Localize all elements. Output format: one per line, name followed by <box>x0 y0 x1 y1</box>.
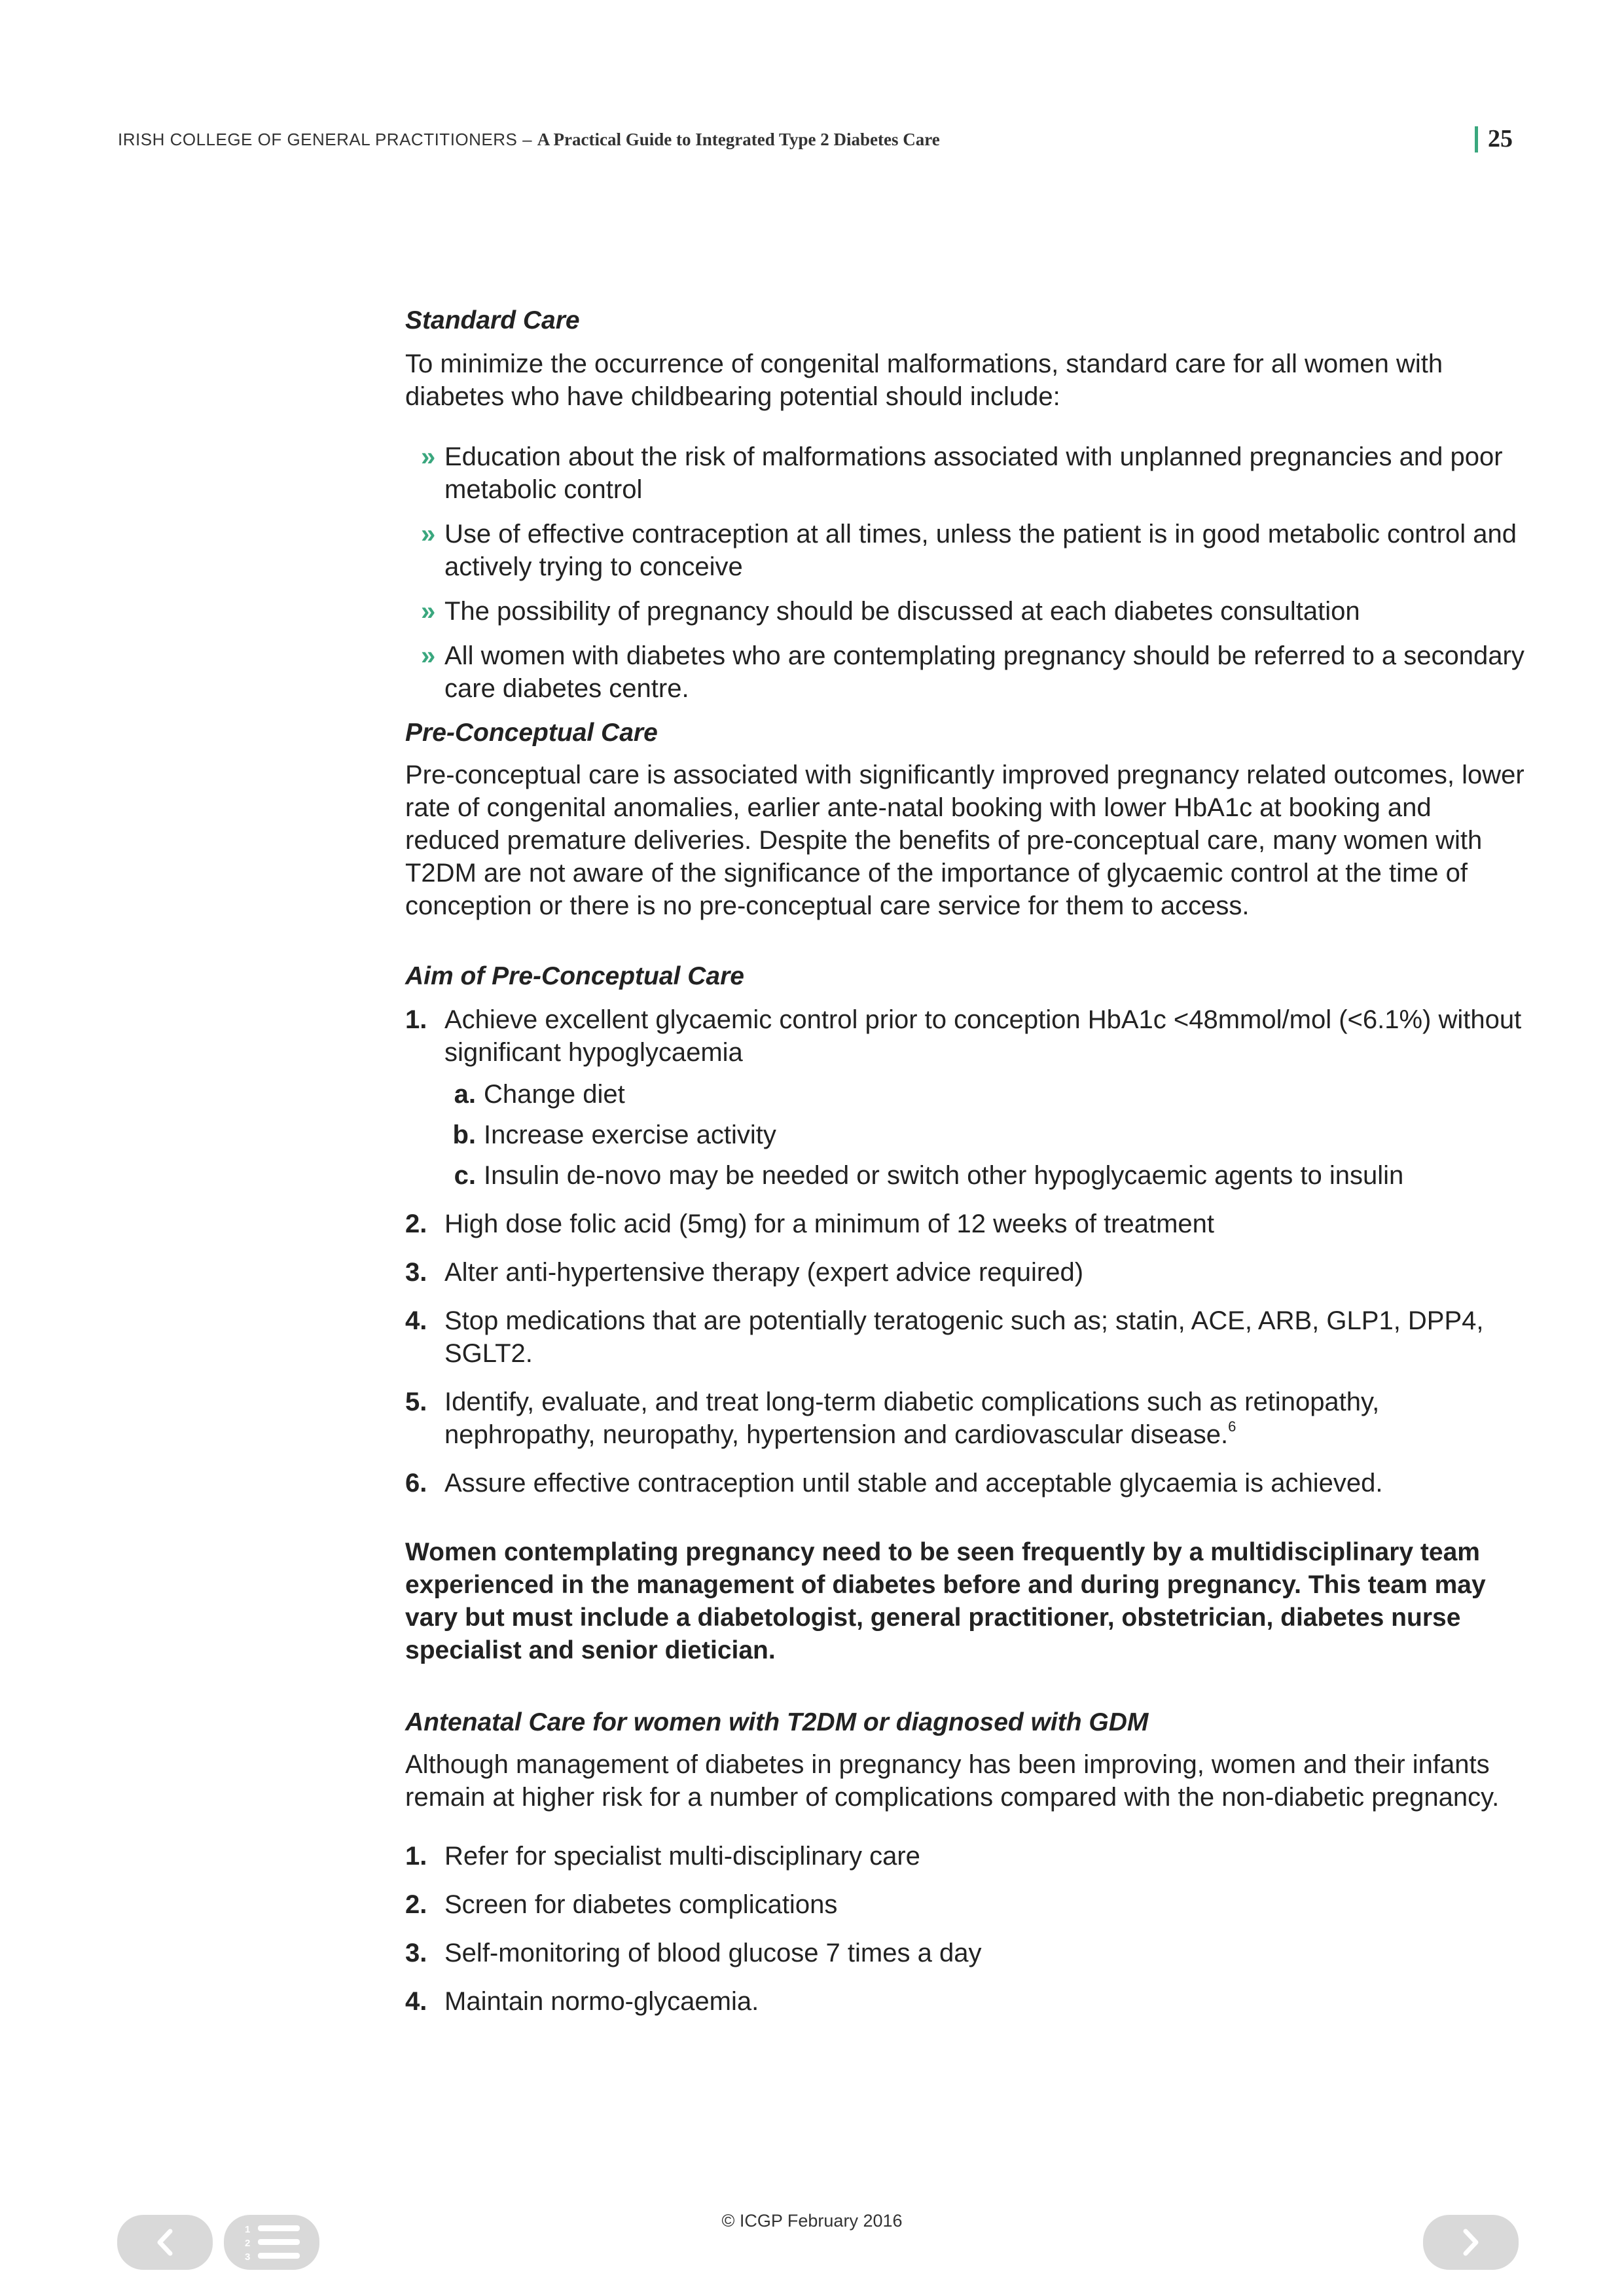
pre-conceptual-heading: Pre-Conceptual Care <box>405 719 658 747</box>
toc-digit: 3 <box>245 2251 251 2263</box>
chevron-right-icon <box>1458 2226 1484 2259</box>
bullet-mark: » <box>421 520 436 548</box>
list-item: » The possibility of pregnancy should be discussed at each diabetes consultation <box>405 595 1525 628</box>
header-separator: – <box>517 130 537 149</box>
bullet-mark: » <box>421 641 436 670</box>
next-page-button[interactable] <box>1423 2215 1519 2270</box>
running-header <box>118 130 940 150</box>
list-item: 6. Assure effective contraception until stable and acceptable glycaemia is achieved. <box>405 1469 1383 1498</box>
list-item: 1. Refer for specialist multi-disciplinary care <box>405 1842 920 1871</box>
page-number: 25 <box>1488 125 1513 152</box>
antenatal-heading: Antenatal Care for women with T2DM or diagnosed with GDM <box>405 1708 1149 1736</box>
footer-copyright: © ICGP February 2016 <box>721 2211 903 2231</box>
footnote-ref: 6 <box>1228 1418 1236 1435</box>
aim-heading: Aim of Pre-Conceptual Care <box>405 962 744 990</box>
standard-care-list <box>405 440 1525 705</box>
bullet-mark: » <box>421 597 436 626</box>
pre-conceptual-body: Pre-conceptual care is associated with significantly improved pregnancy related outcomes, lower rate of congenital anomalies, earlier ante-natal booking with lower HbA1c at booking and reduced premature deliveries. Despite the benefits of pre-conceptual care, many women with T2DM are not aware of the significance of the importance of glycaemic control at the time of conception or there is no pre-conceptual care service for them to access. <box>405 761 1525 920</box>
aim-list <box>405 1003 1525 1499</box>
toc-digit: 2 <box>245 2238 251 2249</box>
list-item: 4. Maintain normo-glycaemia. <box>405 1987 759 2016</box>
list-item: 2. Screen for diabetes complications <box>405 1890 838 1919</box>
team-note: Women contemplating pregnancy need to be seen frequently by a multidisciplinary team experienced in the management of diabetes before and during pregnancy. This team may vary but must include a diabetologist, general practitioner, obstetrician, diabetes nurse specialist and senior dietician. <box>405 1538 1486 1664</box>
list-item: 5. Identify, evaluate, and treat long-term diabetic complications such as retinopathy, nephropathy, neuropathy, hypertension and cardiovascular disease.$^6$ <box>405 1388 1380 1449</box>
list-item: 4. Stop medications that are potentially teratogenic such as; statin, ACE, ARB, GLP1, DPP4, SGLT2. <box>405 1306 1484 1368</box>
standard-care-intro: To minimize the occurrence of congenital malformations, standard care for all women with diabetes who have childbearing potential should include: <box>405 350 1443 411</box>
list-item: 1. Achieve excellent glycaemic control prior to conception HbA1c <48mmol/mol (<6.1%) without significant hypoglycaemia a. Change diet b. Increase exercise activity c. Insulin de-novo may be needed or switch other hypoglycaemic agents to insulin <box>405 1003 1525 1192</box>
header-org: IRISH COLLEGE OF GENERAL PRACTITIONERS <box>118 130 518 149</box>
header-divider <box>1475 126 1478 152</box>
list-item: b. Increase exercise activity <box>452 1121 776 1149</box>
bullet-mark: » <box>421 442 436 471</box>
main-content <box>405 304 1525 2034</box>
aim-sub-list <box>444 1078 1525 1192</box>
list-item: 2. High dose folic acid (5mg) for a minimum of 12 weeks of treatment <box>405 1210 1215 1238</box>
list-item: » Use of effective contraception at all times, unless the patient is in good metabolic control and actively trying to conceive <box>405 518 1525 583</box>
list-item: » All women with diabetes who are contemplating pregnancy should be referred to a secondary care diabetes centre. <box>405 639 1525 705</box>
list-item: » Education about the risk of malformations associated with unplanned pregnancies and poor metabolic control <box>405 440 1525 506</box>
standard-care-heading: Standard Care <box>405 306 580 334</box>
header-guide-title: A Practical Guide to Integrated Type 2 Diabetes Care <box>537 130 940 149</box>
antenatal-body: Although management of diabetes in pregnancy has been improving, women and their infants remain at higher risk for a number of complications compared with the non-diabetic pregnancy. <box>405 1750 1500 1812</box>
list-item: c. Insulin de-novo may be needed or switch other hypoglycaemic agents to insulin <box>454 1161 1404 1190</box>
antenatal-list <box>405 1840 1525 2018</box>
list-item: 3. Self-monitoring of blood glucose 7 times a day <box>405 1939 982 1967</box>
list-item: 3. Alter anti-hypertensive therapy (expert advice required) <box>405 1258 1084 1287</box>
list-item: a. Change diet <box>454 1080 625 1109</box>
toc-digit: 1 <box>245 2224 251 2235</box>
